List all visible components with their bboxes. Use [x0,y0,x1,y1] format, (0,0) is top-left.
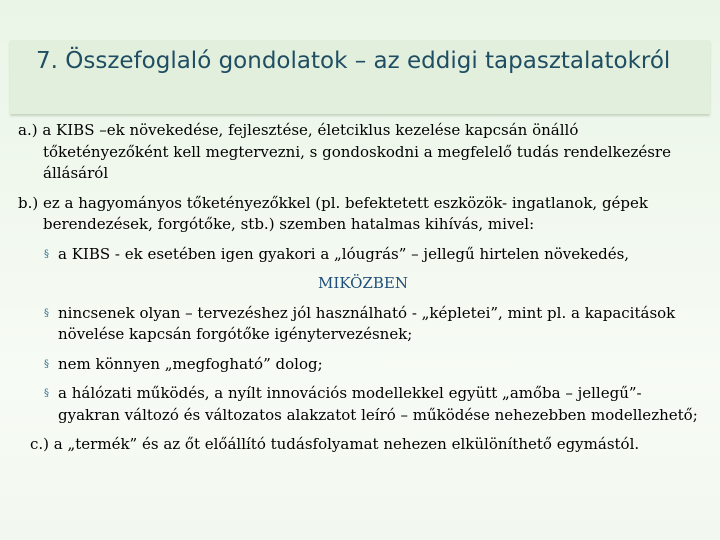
bullet-icon: § [44,388,49,399]
slide-title: 7. Összefoglaló gondolatok – az eddigi tapasztalatokról [36,48,671,74]
bullet-text: nem könnyen „megfogható” dolog; [58,354,323,373]
bullet-text: nincsenek olyan – tervezéshez jól használható - „képletei”, mint pl. a kapacitások növelése kapcsán forgótőke igénytervezésnek; [58,303,676,343]
mikozben-label: MIKÖZBEN [318,274,408,292]
bullet-item [18,303,708,346]
bullet-item [18,383,708,426]
bullet-icon: § [44,307,49,319]
paragraph-a: a.) a KIBS –ek növekedése, fejlesztése, életciklus kezelése kapcsán önálló tőketényezőként kell megtervezni, s gondoskodni a megfelelő tudás rendelkezésre állásáról [18,121,671,182]
bullet-item [18,354,708,376]
bullet-icon: § [44,248,49,260]
paragraph-c: c.) a „termék” és az őt előállító tudásfolyamat nehezen elkülöníthető egymástól. [30,435,640,453]
bullet-text: a KIBS - ek esetében igen gyakori a „lóugrás” – jellegű hirtelen növekedés, [58,244,630,263]
bullet-text: a hálózati működés, a nyílt innovációs modellekkel együtt „amőba – jellegű”- gyakran változó és változatos alakzatot leíró – működése nehezebben modellezhető; [58,384,698,424]
paragraph-b: b.) ez a hagyományos tőketényezőkkel (pl. befektetett eszközök- ingatlanok, gépek berendezések, forgótőke, stb.) szemben hatalmas kihívás, mivel: [18,193,648,233]
slide-content [18,120,708,456]
bullet-item [18,244,708,266]
bullet-icon: § [44,358,49,370]
